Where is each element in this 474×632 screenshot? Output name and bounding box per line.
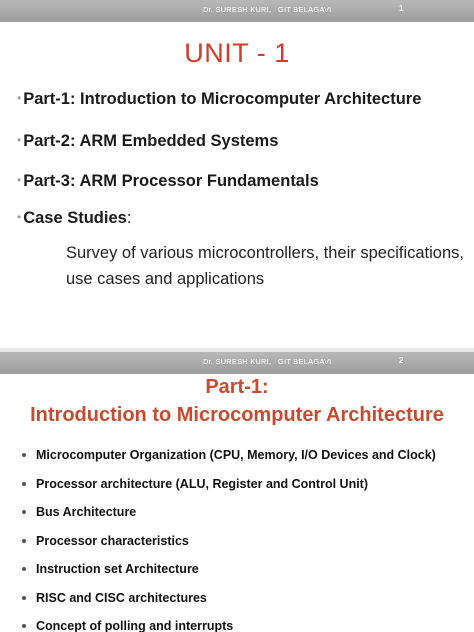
footer-author: Dr. SURESH KURI, GIT BELAGAVI: [203, 357, 332, 366]
slide-footer-bar: [0, 352, 474, 374]
bullet-item: • Case Studies:: [17, 209, 132, 227]
bullet-icon: [22, 453, 26, 457]
list-item: Bus Architecture: [22, 505, 436, 534]
slide-title-line-2: Introduction to Microcomputer Architecture: [30, 404, 444, 426]
bullet-icon: [22, 624, 26, 628]
list-item: Concept of polling and interrupts: [22, 619, 436, 632]
slide-2: [0, 352, 474, 632]
bullet-icon: [22, 482, 26, 486]
slide-footer-bar: [0, 0, 474, 22]
case-study-description: Survey of various microcontrollers, their specifications, use cases and applications: [66, 244, 464, 288]
list-item: Instruction set Architecture: [22, 562, 436, 591]
bullet-icon: [22, 510, 26, 514]
bullet-icon: [22, 596, 26, 600]
list-item: Processor architecture (ALU, Register and Control Unit): [22, 477, 436, 506]
bullet-icon: •: [17, 173, 22, 187]
list-item: RISC and CISC architectures: [22, 591, 436, 620]
bullet-item: • Part-2: ARM Embedded Systems: [17, 132, 279, 150]
topic-list: [22, 448, 436, 632]
list-item: Processor characteristics: [22, 534, 436, 563]
slide-title: UNIT - 1: [184, 38, 290, 68]
footer-page-number: 2: [399, 356, 404, 365]
slide-title-line-1: Part-1:: [205, 376, 269, 398]
bullet-icon: [22, 567, 26, 571]
bullet-item: • Part-3: ARM Processor Fundamentals: [17, 172, 319, 190]
footer-page-number: 1: [399, 4, 404, 13]
bullet-icon: •: [17, 91, 22, 105]
bullet-icon: •: [17, 210, 22, 224]
bullet-item: • Part-1: Introduction to Microcomputer Architecture: [17, 90, 422, 108]
footer-author: Dr. SURESH KURI, GIT BELAGAVI: [203, 5, 332, 14]
bullet-icon: •: [17, 133, 22, 147]
bullet-icon: [22, 539, 26, 543]
list-item: Microcomputer Organization (CPU, Memory, I/O Devices and Clock): [22, 448, 436, 477]
